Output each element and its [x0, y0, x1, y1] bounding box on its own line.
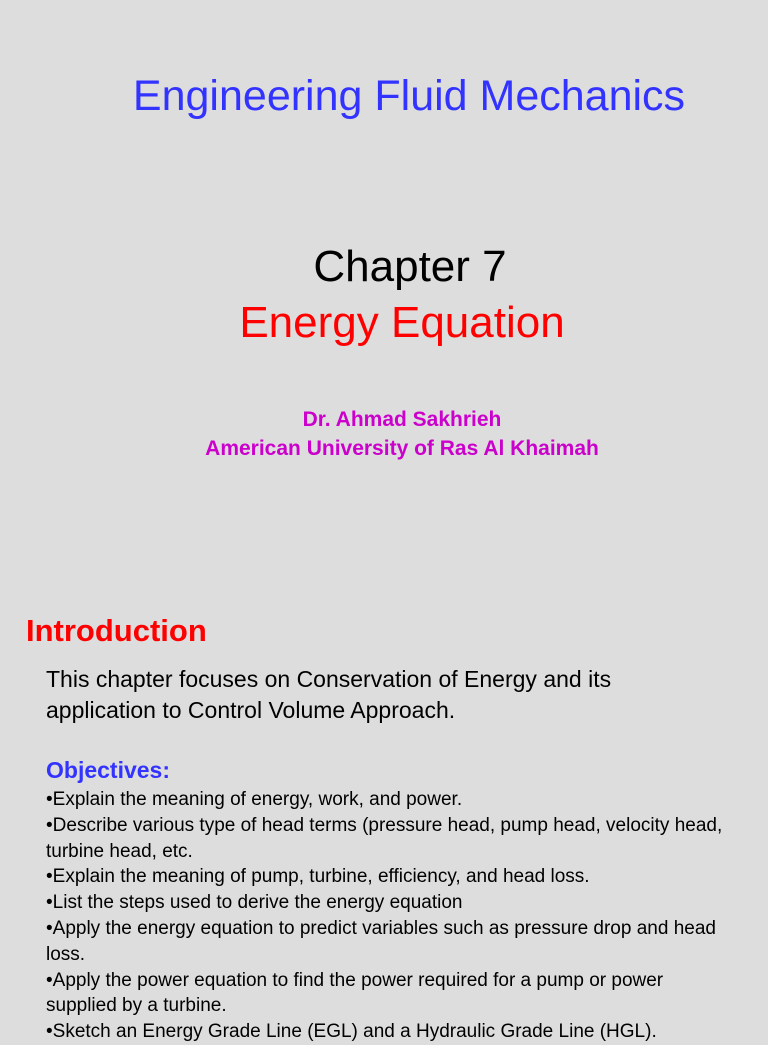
- slide-title: Engineering Fluid Mechanics: [132, 72, 686, 120]
- objectives-list: [46, 787, 736, 1045]
- objectives-heading: Objectives:: [46, 757, 170, 783]
- objective-item: •Apply the power equation to find the power required for a pump or power supplied by a turbine.: [46, 969, 664, 1017]
- objective-item: •Explain the meaning of energy, work, and power.: [46, 789, 463, 810]
- objective-item: •Describe various type of head terms (pressure head, pump head, velocity head, turbine head, etc.: [46, 814, 723, 862]
- introduction-paragraph: This chapter focuses on Conservation of Energy and its application to Control Volume Approach.: [46, 666, 612, 723]
- objective-item: •Sketch an Energy Grade Line (EGL) and a Hydraulic Grade Line (HGL).: [46, 1021, 657, 1043]
- section-heading-introduction: Introduction: [26, 613, 207, 648]
- chapter-title: Energy Equation: [239, 298, 565, 347]
- objective-item: •Apply the energy equation to predict variables such as pressure drop and head loss.: [46, 917, 716, 965]
- author-name: Dr. Ahmad Sakhrieh: [302, 408, 502, 431]
- author-affiliation: American University of Ras Al Khaimah: [205, 437, 599, 460]
- objective-item: •List the steps used to derive the energy equation: [46, 892, 463, 914]
- objective-item: •Explain the meaning of pump, turbine, efficiency, and head loss.: [46, 866, 590, 888]
- chapter-number: Chapter 7: [313, 242, 507, 291]
